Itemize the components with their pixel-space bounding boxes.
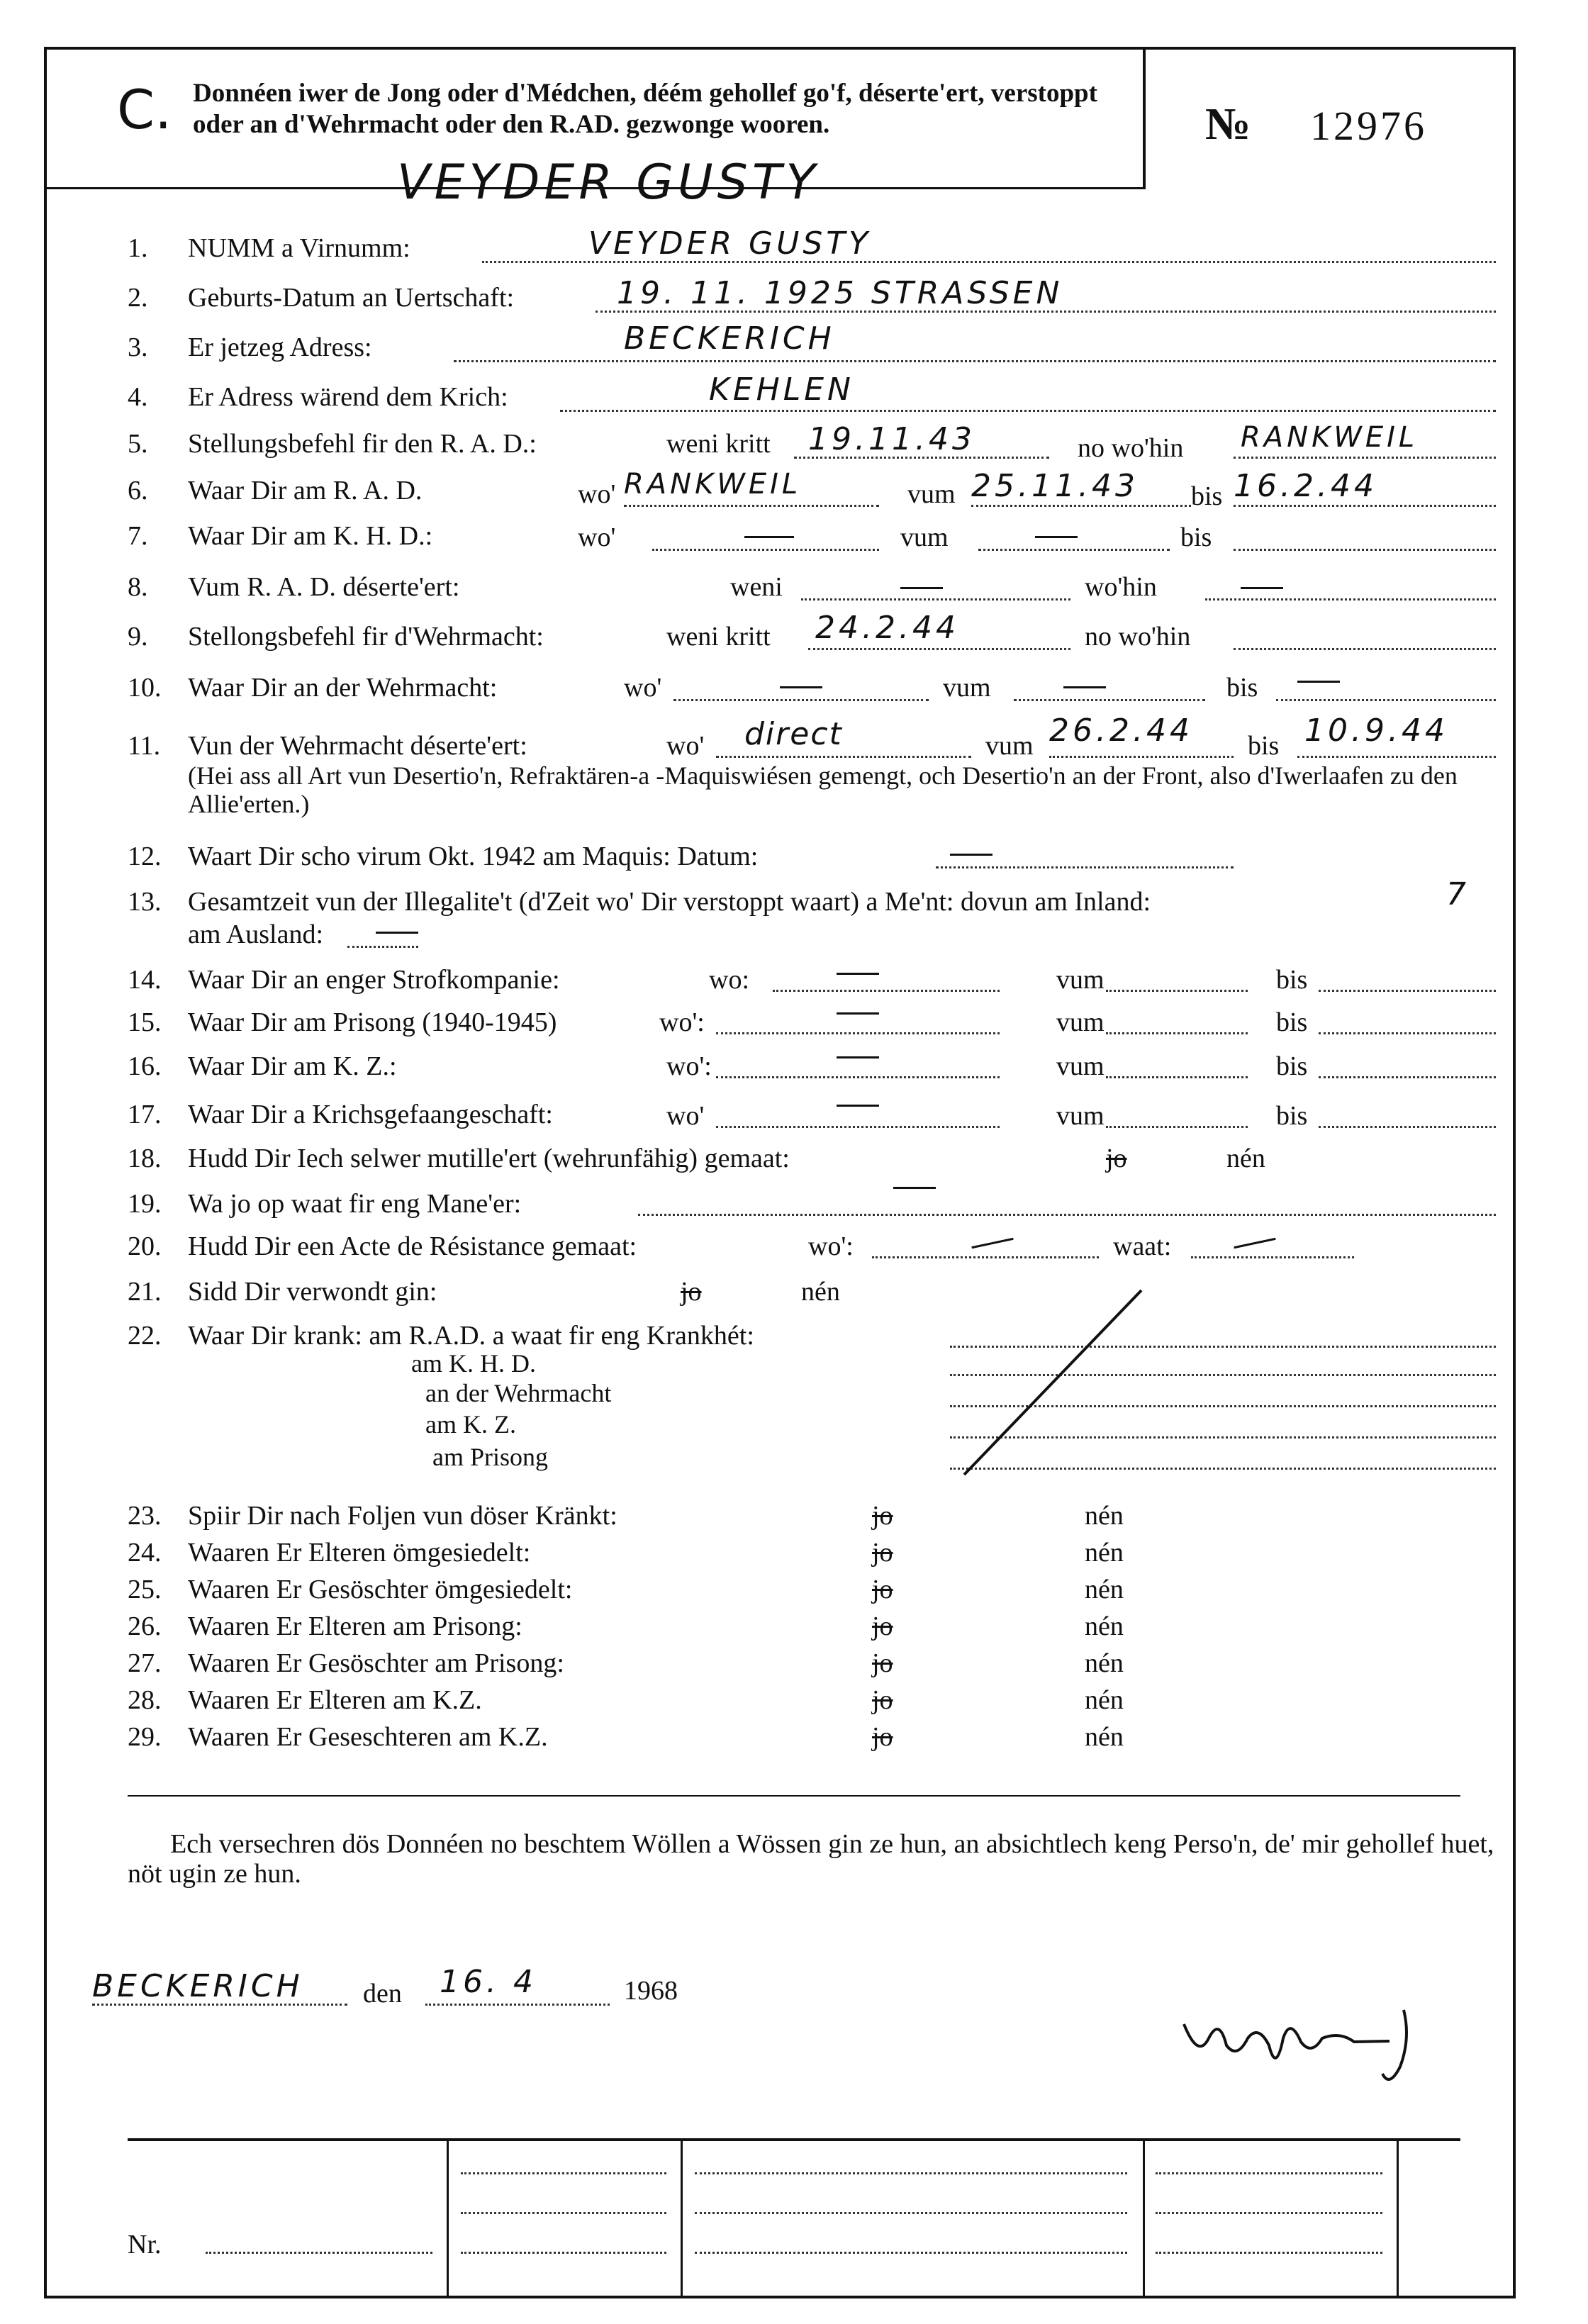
dotted-line bbox=[773, 990, 1000, 992]
row-label: Waaren Er Geseschteren am K.Z. bbox=[188, 1722, 548, 1752]
bis-label: bis bbox=[1276, 1101, 1308, 1131]
row-label: Waar Dir am R. A. D. bbox=[188, 476, 423, 505]
dotted-line bbox=[1156, 2172, 1382, 2174]
row-label: Wa jo op waat fir eng Mane'er: bbox=[188, 1189, 522, 1219]
footer-rule bbox=[128, 2138, 1460, 2141]
option-nen[interactable]: nén bbox=[1085, 1648, 1124, 1678]
row-number: 3. bbox=[128, 333, 148, 362]
field-desertion-from[interactable]: 26.2.44 bbox=[1049, 713, 1193, 749]
sub-label: am K. Z. bbox=[425, 1410, 516, 1438]
dotted-line bbox=[454, 360, 1496, 362]
wo-label: wo: bbox=[709, 965, 749, 995]
dotted-line bbox=[461, 2212, 666, 2214]
row-number: 4. bbox=[128, 382, 148, 412]
option-jo[interactable]: jo bbox=[872, 1538, 893, 1568]
row-number: 12. bbox=[128, 842, 162, 871]
field-war-address[interactable]: KEHLEN bbox=[709, 371, 854, 408]
vum-label: vum bbox=[907, 479, 956, 509]
wo-label: wo' bbox=[624, 673, 662, 703]
dotted-line bbox=[1191, 1256, 1354, 1258]
field-rad-place[interactable]: RANKWEIL bbox=[624, 468, 802, 501]
dotted-line bbox=[1106, 1126, 1248, 1128]
dotted-line bbox=[1205, 598, 1496, 600]
dotted-line bbox=[461, 2172, 666, 2174]
dotted-line bbox=[978, 549, 1170, 551]
sub-label: an der Wehrmacht bbox=[425, 1379, 612, 1407]
row-number: 22. bbox=[128, 1321, 162, 1351]
wo-label: wo': bbox=[808, 1231, 854, 1261]
row-label: Vun der Wehrmacht déserte'ert: bbox=[188, 731, 527, 761]
dash-mark bbox=[900, 587, 943, 589]
dotted-line bbox=[1319, 1076, 1496, 1078]
dotted-line bbox=[695, 2252, 1127, 2254]
dotted-line bbox=[652, 549, 879, 551]
row-label: Sidd Dir verwondt gin: bbox=[188, 1277, 437, 1307]
dash-mark bbox=[1241, 587, 1283, 589]
dotted-line bbox=[1014, 699, 1205, 701]
dash-mark bbox=[893, 1187, 936, 1189]
row-label: Stellungsbefehl fir den R. A. D.: bbox=[188, 429, 537, 459]
wo-label: wo' bbox=[578, 523, 616, 552]
row-label: Waar Dir an enger Strofkompanie: bbox=[188, 965, 560, 995]
bis-label: bis bbox=[1276, 965, 1308, 995]
row-label: Er Adress wärend dem Krich: bbox=[188, 382, 508, 412]
option-nen[interactable]: nén bbox=[1085, 1538, 1124, 1568]
row-number: 15. bbox=[128, 1007, 162, 1037]
row-label: Waar Dir am K. H. D.: bbox=[188, 521, 433, 551]
row-label: Stellongsbefehl fir d'Wehrmacht: bbox=[188, 622, 544, 652]
vum-label: vum bbox=[900, 523, 949, 552]
row-number: 20. bbox=[128, 1231, 162, 1261]
dotted-line bbox=[1319, 1032, 1496, 1034]
row-label: NUMM a Virnumm: bbox=[188, 233, 410, 263]
row-label: Gesamtzeit vun der Illegalite't (d'Zeit wo' Dir verstoppt waart) a Me'nt: dovun am Inland: bbox=[188, 887, 1151, 917]
dotted-line bbox=[624, 505, 879, 507]
row-number: 26. bbox=[128, 1611, 162, 1641]
option-nen[interactable]: nén bbox=[1085, 1501, 1124, 1531]
bis-label: bis bbox=[1226, 673, 1258, 703]
dotted-line bbox=[1276, 699, 1496, 701]
vum-label: vum bbox=[943, 673, 991, 703]
row-label: Waaren Er Gesöschter ömgesiedelt: bbox=[188, 1575, 573, 1604]
row-number: 13. bbox=[128, 887, 162, 917]
row-label: Waar Dir an der Wehrmacht: bbox=[188, 673, 498, 703]
wo-label: wo' bbox=[666, 731, 705, 761]
row-number: 6. bbox=[128, 476, 148, 505]
row-label: Waar Dir krank: am R.A.D. a waat fir eng Krankhét: bbox=[188, 1321, 754, 1351]
option-jo[interactable]: jo bbox=[872, 1611, 893, 1641]
dash-mark bbox=[780, 686, 822, 688]
option-nen[interactable]: nén bbox=[801, 1277, 840, 1307]
row-number: 14. bbox=[128, 965, 162, 995]
vum-label: vum bbox=[1056, 965, 1105, 995]
row-label: Waar Dir am Prisong (1940-1945) bbox=[188, 1007, 557, 1037]
bis-label: bis bbox=[1276, 1051, 1308, 1081]
field-rad-order-place[interactable]: RANKWEIL bbox=[1241, 421, 1419, 454]
field-name[interactable]: VEYDER GUSTY bbox=[588, 225, 872, 262]
dotted-line bbox=[1234, 549, 1496, 551]
dotted-line bbox=[1234, 648, 1496, 650]
row-number: 27. bbox=[128, 1648, 162, 1678]
bis-label: bis bbox=[1248, 731, 1280, 761]
bis-label: bis bbox=[1276, 1007, 1308, 1037]
dotted-line bbox=[716, 756, 971, 758]
row-number: 25. bbox=[128, 1575, 162, 1604]
dash-mark bbox=[1063, 686, 1106, 688]
option-jo[interactable]: jo bbox=[872, 1575, 893, 1604]
option-nen[interactable]: nén bbox=[1085, 1722, 1124, 1752]
row-label: Er jetzeg Adress: bbox=[188, 333, 372, 362]
vum-label: vum bbox=[1056, 1007, 1105, 1037]
dash-mark bbox=[837, 973, 879, 975]
dotted-line bbox=[801, 598, 1070, 600]
field-rad-from[interactable]: 25.11.43 bbox=[971, 468, 1139, 504]
footer-divider bbox=[1397, 2138, 1399, 2298]
dotted-line bbox=[1319, 1126, 1496, 1128]
dotted-line bbox=[92, 2004, 347, 2006]
weni-label: weni kritt bbox=[666, 429, 771, 459]
row-number: 1. bbox=[128, 233, 148, 263]
header-divider bbox=[1143, 47, 1146, 189]
dotted-line bbox=[716, 1032, 1000, 1034]
dash-mark bbox=[837, 1012, 879, 1015]
dotted-line bbox=[716, 1126, 1000, 1128]
dotted-line bbox=[1234, 457, 1496, 459]
row-number: 7. bbox=[128, 521, 148, 551]
wo-label: wo' bbox=[666, 1101, 705, 1131]
form-number: 12976 bbox=[1310, 103, 1427, 149]
footer-divider bbox=[447, 2138, 449, 2298]
field-inland-months[interactable]: 7 bbox=[1446, 876, 1470, 912]
header-text: Donnéen iwer de Jong oder d'Médchen, déém gehollef go'f, déserte'ert, verstoppt oder an d'Wehrmacht oder den R.AD. gezwonge wooren. bbox=[193, 79, 1097, 139]
row-number: 11. bbox=[128, 731, 161, 761]
dotted-line bbox=[425, 2004, 610, 2006]
declaration-text: Ech versechren dös Donnéen no beschtem Wöllen a Wössen gin ze hun, an absichtlech keng Perso'n, de' mir gehollef huet, nöt ugin ze hun. bbox=[128, 1829, 1494, 1889]
dotted-line bbox=[808, 648, 1070, 650]
wohin-label: no wo'hin bbox=[1085, 622, 1191, 652]
dotted-line bbox=[638, 1214, 1496, 1216]
section-letter: C. bbox=[117, 78, 172, 141]
bis-label: bis bbox=[1191, 481, 1223, 511]
row-label: Waar Dir am K. Z.: bbox=[188, 1051, 397, 1081]
dotted-line bbox=[206, 2252, 432, 2254]
vum-label: vum bbox=[1056, 1051, 1105, 1081]
field-date[interactable]: 16. 4 bbox=[440, 1964, 537, 2000]
row-label: Waaren Er Elteren ömgesiedelt: bbox=[188, 1538, 531, 1568]
dotted-line bbox=[1297, 756, 1496, 758]
option-nen[interactable]: nén bbox=[1085, 1575, 1124, 1604]
dotted-line bbox=[673, 699, 929, 701]
option-nen[interactable]: nén bbox=[1085, 1611, 1124, 1641]
bis-label: bis bbox=[1180, 523, 1212, 552]
dotted-line bbox=[872, 1256, 1099, 1258]
dotted-line bbox=[695, 2172, 1127, 2174]
row-number: 18. bbox=[128, 1144, 162, 1173]
field-rad-to[interactable]: 16.2.44 bbox=[1234, 468, 1377, 504]
option-jo[interactable]: jo bbox=[872, 1722, 893, 1752]
row-number: 21. bbox=[128, 1277, 162, 1307]
dash-mark bbox=[1297, 681, 1340, 683]
vum-label: vum bbox=[1056, 1101, 1105, 1131]
section-separator bbox=[128, 1795, 1460, 1797]
dotted-line bbox=[1234, 505, 1496, 507]
year-text: 1968 bbox=[624, 1976, 678, 2006]
dotted-line bbox=[560, 410, 1496, 412]
row-number: 9. bbox=[128, 622, 148, 652]
row-label: Waaren Er Gesöschter am Prisong: bbox=[188, 1648, 564, 1678]
dotted-line bbox=[1106, 1076, 1248, 1078]
wo-label: wo' bbox=[578, 479, 616, 509]
field-wehrmacht-order-date[interactable]: 24.2.44 bbox=[815, 610, 959, 646]
row-label: Vum R. A. D. déserte'ert: bbox=[188, 572, 460, 602]
dash-mark bbox=[837, 1105, 879, 1107]
row-label: Hudd Dir een Acte de Résistance gemaat: bbox=[188, 1231, 637, 1261]
dotted-line bbox=[1049, 756, 1234, 758]
wo-label: wo': bbox=[659, 1007, 705, 1037]
dash-mark bbox=[950, 854, 992, 856]
note-desertion: (Hei ass all Art vun Desertio'n, Refraktären-a -Maquiswiésen gemengt, och Desertio'n an der Front, also d'Iwerlaafen zu den Allie'erten.) bbox=[188, 761, 1458, 818]
footer-divider bbox=[681, 2138, 683, 2298]
option-nen[interactable]: nén bbox=[1085, 1685, 1124, 1715]
option-nen[interactable]: nén bbox=[1226, 1144, 1265, 1173]
ausland-label: am Ausland: bbox=[188, 920, 324, 949]
dash-mark bbox=[1035, 536, 1078, 538]
row-number: 5. bbox=[128, 429, 148, 459]
row-number: 24. bbox=[128, 1538, 162, 1568]
field-rad-order-date[interactable]: 19.11.43 bbox=[808, 421, 975, 457]
wo-label: wo': bbox=[666, 1051, 712, 1081]
dotted-line bbox=[716, 1076, 1000, 1078]
weni-label: weni bbox=[730, 572, 783, 602]
field-desertion-to[interactable]: 10.9.44 bbox=[1304, 713, 1448, 749]
row-label: Hudd Dir Iech selwer mutille'ert (wehrunfähig) gemaat: bbox=[188, 1144, 790, 1173]
strike-through-mark bbox=[950, 1283, 1177, 1482]
row-number: 8. bbox=[128, 572, 148, 602]
row-number: 2. bbox=[128, 283, 148, 313]
dotted-line bbox=[1106, 990, 1248, 992]
wohin-label: no wo'hin bbox=[1078, 433, 1184, 463]
row-label: Waaren Er Elteren am K.Z. bbox=[188, 1685, 482, 1715]
option-jo[interactable]: jo bbox=[872, 1685, 893, 1715]
row-label: Geburts-Datum an Uertschaft: bbox=[188, 283, 515, 313]
sub-label: am K. H. D. bbox=[411, 1349, 536, 1378]
field-place[interactable]: BECKERICH bbox=[92, 1968, 303, 2004]
dotted-line bbox=[1156, 2212, 1382, 2214]
row-number: 16. bbox=[128, 1051, 162, 1081]
waat-label: waat: bbox=[1113, 1231, 1172, 1261]
footer-divider bbox=[1143, 2138, 1145, 2298]
field-birth[interactable]: 19. 11. 1925 STRASSEN bbox=[617, 275, 1063, 311]
option-jo[interactable]: jo bbox=[872, 1501, 893, 1531]
row-number: 29. bbox=[128, 1722, 162, 1752]
dotted-line bbox=[1319, 990, 1496, 992]
field-address[interactable]: BECKERICH bbox=[624, 320, 835, 357]
dotted-line bbox=[1156, 2252, 1382, 2254]
row-number: 10. bbox=[128, 673, 162, 703]
signature bbox=[1177, 1996, 1432, 2098]
dotted-line bbox=[461, 2252, 666, 2254]
row-number: 23. bbox=[128, 1501, 162, 1531]
row-number: 28. bbox=[128, 1685, 162, 1715]
row-label: Waar Dir a Krichsgefaangeschaft: bbox=[188, 1100, 553, 1129]
dotted-line bbox=[936, 866, 1234, 868]
dash-mark bbox=[376, 932, 418, 934]
dotted-line bbox=[695, 2212, 1127, 2214]
number-symbol: № bbox=[1205, 99, 1251, 149]
row-label: Waart Dir scho virum Okt. 1942 am Maquis: Datum: bbox=[188, 842, 759, 871]
dotted-line bbox=[971, 505, 1191, 507]
handwritten-name: VEYDER GUSTY bbox=[397, 155, 820, 211]
sub-label: am Prisong bbox=[432, 1443, 549, 1471]
dotted-line bbox=[347, 946, 418, 948]
den-label: den bbox=[363, 1979, 402, 2009]
row-label: Waaren Er Elteren am Prisong: bbox=[188, 1611, 522, 1641]
vum-label: vum bbox=[985, 731, 1034, 761]
field-desertion-place[interactable]: direct bbox=[744, 716, 843, 752]
dash-mark bbox=[837, 1056, 879, 1058]
option-jo[interactable]: jo bbox=[872, 1648, 893, 1678]
footer-nr-label: Nr. bbox=[128, 2230, 162, 2259]
row-label: Spiir Dir nach Foljen vun döser Kränkt: bbox=[188, 1501, 617, 1531]
option-jo[interactable]: jo bbox=[681, 1277, 702, 1307]
row-number: 17. bbox=[128, 1100, 162, 1129]
weni-label: weni kritt bbox=[666, 622, 771, 652]
row-number: 19. bbox=[128, 1189, 162, 1219]
option-jo[interactable]: jo bbox=[1106, 1144, 1127, 1173]
dotted-line bbox=[1106, 1032, 1248, 1034]
wohin-label: wo'hin bbox=[1085, 572, 1157, 602]
dash-mark bbox=[744, 536, 794, 538]
